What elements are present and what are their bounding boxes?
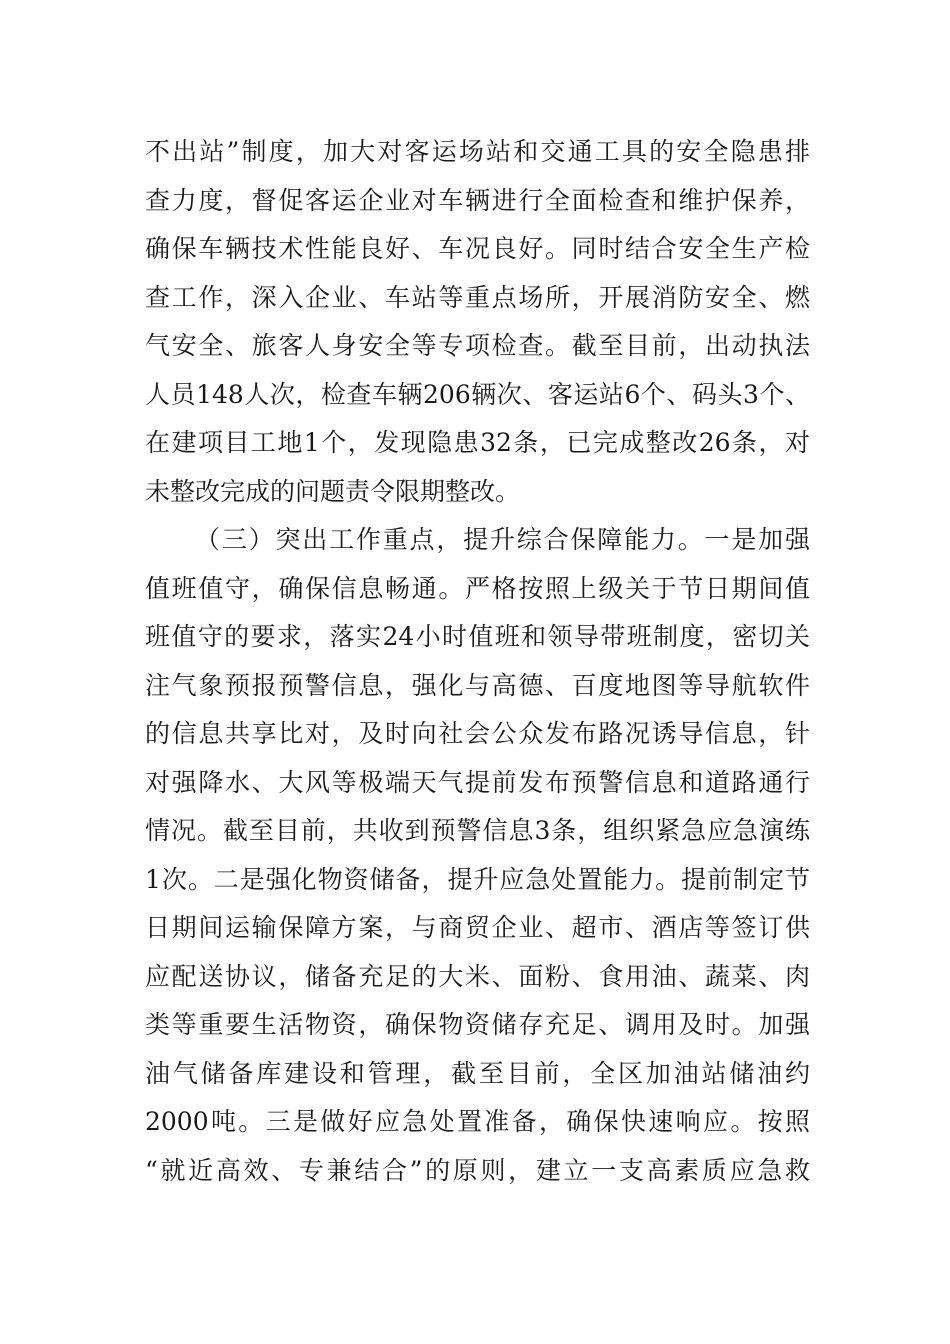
text-line: 情况。截至目前，共收到预警信息3条，组织紧急应急演练 [145,816,810,845]
text-line: 日期间运输保障方案，与商贸企业、超市、酒店等签订供 [145,913,810,942]
text-line: 气安全、旅客人身安全等专项检查。截至目前，出动执法 [145,331,810,360]
text-line: 在建项目工地1个，发现隐患32条，已完成整改26条，对 [145,428,810,457]
text-line: 对强降水、大风等极端天气提前发布预警信息和道路通行 [145,767,810,797]
text-line: 值班值守，确保信息畅通。严格按照上级关于节日期间值 [145,573,810,603]
text-line: 油气储备库建设和管理，截至目前，全区加油站储油约 [145,1058,810,1088]
body-text [145,128,810,1195]
text-line: 查力度，督促客运企业对车辆进行全面检查和维护保养， [145,185,810,215]
text-line: 不出站”制度，加大对客运场站和交通工具的安全隐患排 [145,137,810,166]
text-line: 类等重要生活物资，确保物资储存充足、调用及时。加强 [145,1010,810,1039]
text-line: 应配送协议，储备充足的大米、面粉、食用油、蔬菜、肉 [145,961,810,991]
text-line: 人员148人次，检查车辆206辆次、客运站6个、码头3个、 [145,379,810,409]
text-line: 1次。二是强化物资储备，提升应急处置能力。提前制定节 [145,864,810,894]
text-line: 未整改完成的问题责令限期整改。 [145,476,521,506]
text-line: 确保车辆技术性能良好、车况良好。同时结合安全生产检 [145,234,810,263]
text-line: 的信息共享比对，及时向社会公众发布路况诱导信息，针 [145,719,810,748]
text-line: 注气象预报预警信息，强化与高德、百度地图等导航软件 [145,670,810,700]
text-line: 查工作，深入企业、车站等重点场所，开展消防安全、燃 [145,282,810,312]
text-line: “就近高效、专兼结合”的原则，建立一支高素质应急救 [145,1155,810,1185]
text-line: 2000吨。三是做好应急处置准备，确保快速响应。按照 [145,1107,810,1136]
text-line: 班值守的要求，落实24小时值班和领导带班制度，密切关 [145,622,810,651]
paragraph-heading-line: （三）突出工作重点，提升综合保障能力。一是加强 [195,525,810,554]
